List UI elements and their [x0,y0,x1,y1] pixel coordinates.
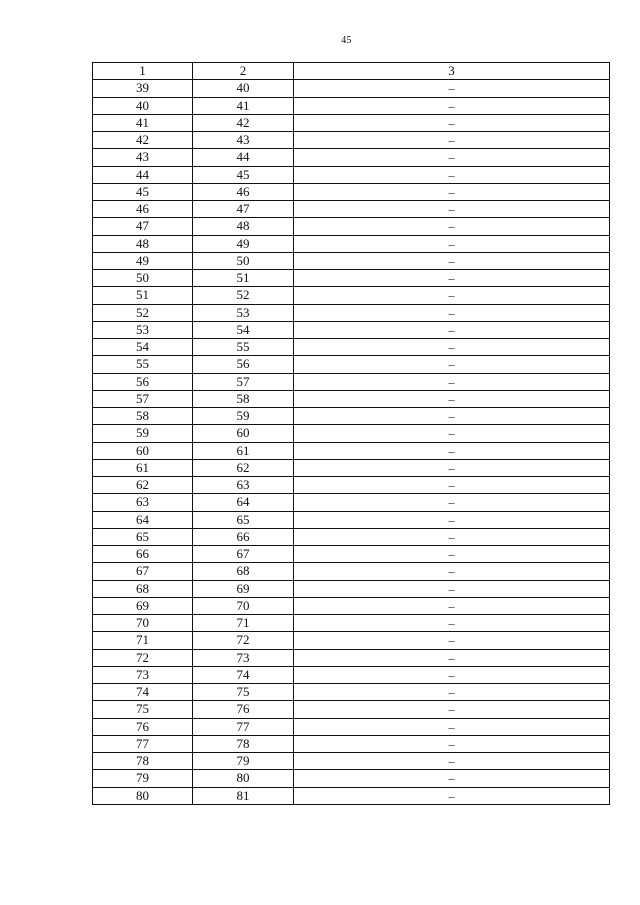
table-cell-col-1: 48 [93,235,193,252]
table-cell-col-3: – [294,166,610,183]
table-cell-col-1: 43 [93,149,193,166]
table-cell-col-1: 76 [93,718,193,735]
table-row [93,270,610,287]
table-cell-col-1: 45 [93,183,193,200]
column-header-3: 3 [294,63,610,80]
table-cell-col-2: 69 [193,580,294,597]
table-cell-col-3: – [294,321,610,338]
table-cell-col-1: 77 [93,735,193,752]
table-cell-col-3: – [294,666,610,683]
table-cell-col-2: 41 [193,97,294,114]
table-cell-col-1: 54 [93,339,193,356]
table-cell-col-3: – [294,770,610,787]
table-cell-col-3: – [294,149,610,166]
table-cell-col-3: – [294,718,610,735]
table-cell-col-3: – [294,615,610,632]
table-cell-col-2: 81 [193,787,294,804]
table-cell-col-3: – [294,494,610,511]
table-cell-col-1: 66 [93,546,193,563]
table-body [93,80,610,805]
table-cell-col-1: 75 [93,701,193,718]
table-row [93,166,610,183]
table-cell-col-3: – [294,97,610,114]
table-cell-col-3: – [294,201,610,218]
table-cell-col-2: 60 [193,425,294,442]
data-table [92,62,610,805]
table-cell-col-2: 80 [193,770,294,787]
table-cell-col-3: – [294,442,610,459]
table-row [93,701,610,718]
table-cell-col-1: 60 [93,442,193,459]
table-cell-col-3: – [294,701,610,718]
table-cell-col-1: 62 [93,477,193,494]
table-cell-col-2: 78 [193,735,294,752]
table-cell-col-2: 65 [193,511,294,528]
table-cell-col-2: 75 [193,684,294,701]
table-cell-col-1: 40 [93,97,193,114]
table-cell-col-1: 67 [93,563,193,580]
table-cell-col-3: – [294,408,610,425]
table-cell-col-2: 45 [193,166,294,183]
table-row [93,546,610,563]
header-row [93,63,610,80]
table-cell-col-2: 66 [193,528,294,545]
table-cell-col-1: 58 [93,408,193,425]
table-cell-col-1: 49 [93,252,193,269]
table-row [93,235,610,252]
table-cell-col-3: – [294,684,610,701]
table-row [93,753,610,770]
table-cell-col-2: 43 [193,132,294,149]
table-row [93,684,610,701]
table-row [93,528,610,545]
table-row [93,252,610,269]
table-cell-col-2: 58 [193,390,294,407]
table-row [93,390,610,407]
table-cell-col-1: 79 [93,770,193,787]
table-cell-col-2: 48 [193,218,294,235]
table-cell-col-2: 54 [193,321,294,338]
table-row [93,321,610,338]
table-cell-col-3: – [294,304,610,321]
table-row [93,735,610,752]
table-cell-col-3: – [294,270,610,287]
table-cell-col-1: 44 [93,166,193,183]
table-cell-col-3: – [294,218,610,235]
table-cell-col-3: – [294,735,610,752]
table-cell-col-1: 80 [93,787,193,804]
table-cell-col-3: – [294,252,610,269]
table-cell-col-3: – [294,787,610,804]
table-cell-col-3: – [294,80,610,97]
table-row [93,580,610,597]
table-cell-col-3: – [294,459,610,476]
table-cell-col-2: 64 [193,494,294,511]
table-cell-col-3: – [294,632,610,649]
table-cell-col-1: 71 [93,632,193,649]
table-row [93,615,610,632]
table-cell-col-3: – [294,649,610,666]
table-row [93,632,610,649]
table-cell-col-2: 63 [193,477,294,494]
table-cell-col-2: 50 [193,252,294,269]
table-cell-col-2: 44 [193,149,294,166]
table-row [93,356,610,373]
table-row [93,201,610,218]
table-row [93,563,610,580]
table-row [93,425,610,442]
table-cell-col-1: 64 [93,511,193,528]
table-row [93,494,610,511]
table-cell-col-1: 78 [93,753,193,770]
table-cell-col-1: 51 [93,287,193,304]
table-cell-col-3: – [294,580,610,597]
table-cell-col-1: 53 [93,321,193,338]
table-cell-col-2: 77 [193,718,294,735]
table-cell-col-1: 47 [93,218,193,235]
table-cell-col-1: 50 [93,270,193,287]
table-cell-col-1: 72 [93,649,193,666]
table-cell-col-3: – [294,563,610,580]
table-row [93,408,610,425]
table-row [93,442,610,459]
table-cell-col-2: 51 [193,270,294,287]
table-cell-col-2: 57 [193,373,294,390]
table-cell-col-2: 72 [193,632,294,649]
table-cell-col-3: – [294,528,610,545]
table-row [93,787,610,804]
column-header-2: 2 [193,63,294,80]
table-cell-col-3: – [294,339,610,356]
table-cell-col-2: 68 [193,563,294,580]
table-cell-col-3: – [294,356,610,373]
table-header [93,63,610,80]
table-cell-col-3: – [294,287,610,304]
table-cell-col-1: 65 [93,528,193,545]
table-row [93,149,610,166]
table-cell-col-1: 68 [93,580,193,597]
table-cell-col-3: – [294,511,610,528]
table-cell-col-3: – [294,597,610,614]
table-cell-col-3: – [294,546,610,563]
table-cell-col-2: 70 [193,597,294,614]
table-cell-col-1: 74 [93,684,193,701]
table-cell-col-2: 49 [193,235,294,252]
table-cell-col-1: 52 [93,304,193,321]
table-cell-col-2: 76 [193,701,294,718]
table-row [93,339,610,356]
table-cell-col-1: 55 [93,356,193,373]
table-row [93,770,610,787]
table-row [93,132,610,149]
table-row [93,373,610,390]
table-cell-col-1: 63 [93,494,193,511]
table-cell-col-2: 46 [193,183,294,200]
table-cell-col-2: 67 [193,546,294,563]
table-cell-col-1: 69 [93,597,193,614]
table-cell-col-1: 42 [93,132,193,149]
table-cell-col-2: 79 [193,753,294,770]
table-row [93,649,610,666]
table-cell-col-3: – [294,753,610,770]
table-cell-col-3: – [294,114,610,131]
table-row [93,459,610,476]
table-cell-col-2: 55 [193,339,294,356]
table-row [93,666,610,683]
table-cell-col-1: 56 [93,373,193,390]
table-cell-col-2: 74 [193,666,294,683]
column-header-1: 1 [93,63,193,80]
table-cell-col-1: 39 [93,80,193,97]
table-row [93,80,610,97]
table-row [93,97,610,114]
table-cell-col-2: 53 [193,304,294,321]
table-cell-col-2: 42 [193,114,294,131]
table-cell-col-1: 57 [93,390,193,407]
table-cell-col-3: – [294,183,610,200]
table-cell-col-3: – [294,425,610,442]
table-row [93,477,610,494]
table-row [93,218,610,235]
table-cell-col-1: 73 [93,666,193,683]
page-number: 45 [341,35,352,46]
table-cell-col-1: 61 [93,459,193,476]
table-cell-col-2: 40 [193,80,294,97]
table-cell-col-2: 61 [193,442,294,459]
table-cell-col-2: 73 [193,649,294,666]
table-cell-col-3: – [294,477,610,494]
table-cell-col-2: 52 [193,287,294,304]
table-cell-col-2: 56 [193,356,294,373]
table-cell-col-1: 41 [93,114,193,131]
table-cell-col-1: 46 [93,201,193,218]
table-cell-col-2: 62 [193,459,294,476]
table-cell-col-1: 59 [93,425,193,442]
table-cell-col-3: – [294,390,610,407]
table-row [93,304,610,321]
table-row [93,114,610,131]
table-cell-col-3: – [294,235,610,252]
table-cell-col-2: 59 [193,408,294,425]
table-row [93,511,610,528]
table-row [93,287,610,304]
table-row [93,183,610,200]
table-row [93,597,610,614]
table-row [93,718,610,735]
table-cell-col-3: – [294,132,610,149]
table-cell-col-3: – [294,373,610,390]
table-cell-col-2: 71 [193,615,294,632]
table-cell-col-2: 47 [193,201,294,218]
table-cell-col-1: 70 [93,615,193,632]
